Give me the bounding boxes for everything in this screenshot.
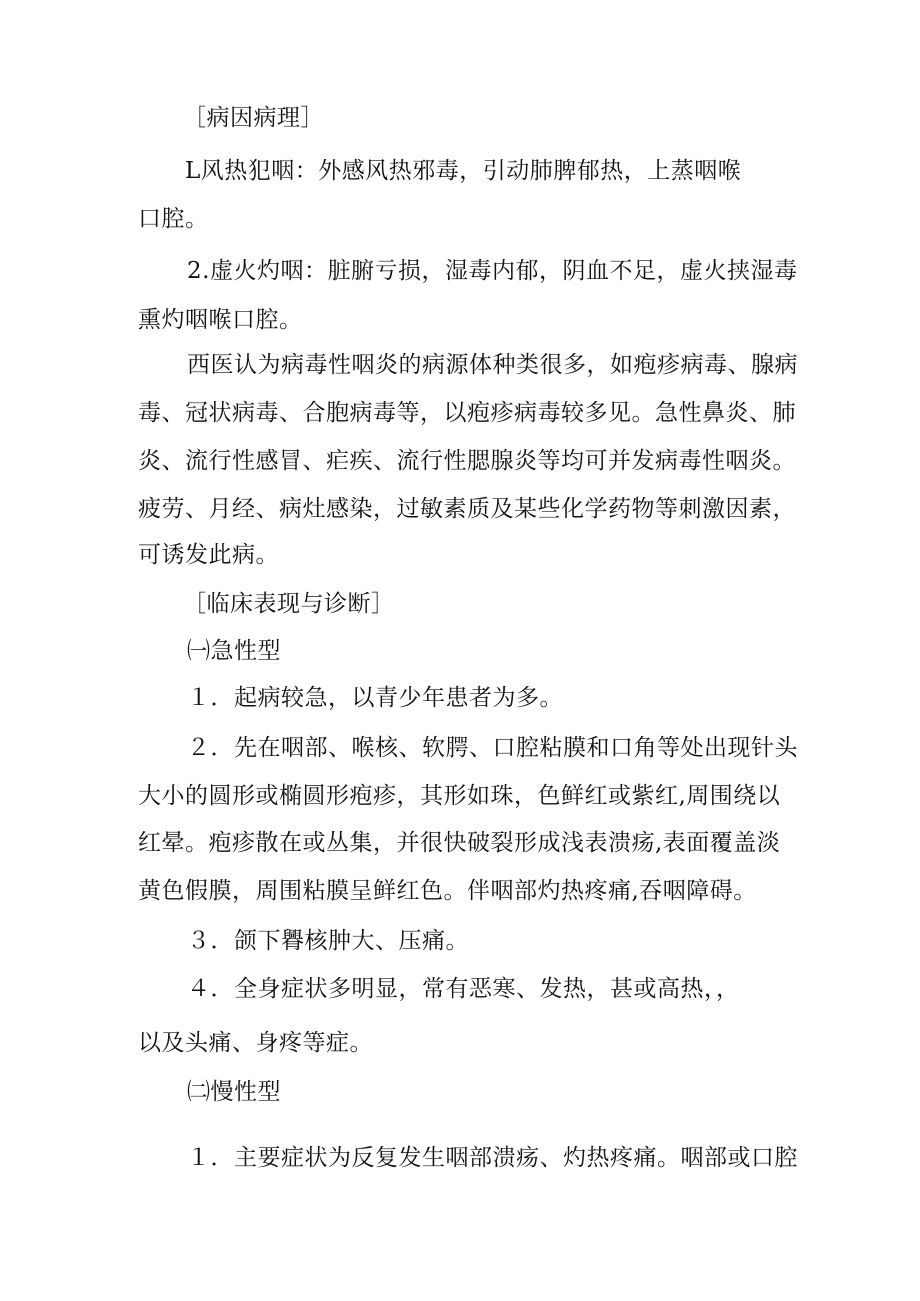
paragraph-line: 疲劳、月经、病灶感染，过敏素质及某些化学药物等刺激因素，	[138, 496, 796, 522]
list-item-line: ２．先在咽部、喉核、软腭、口腔粘膜和口角等处出现针头	[187, 735, 798, 761]
list-item-line: ４．全身症状多明显，常有恶寒、发热，甚或高热，，	[187, 976, 740, 1002]
subsection-title-chronic: ㈡慢性型	[187, 1079, 281, 1105]
paragraph-line: L风热犯咽：外感风热邪毒，引动肺脾郁热，上蒸咽喉	[185, 158, 742, 184]
paragraph-line: 西医认为病毒性咽炎的病源体种类很多，如疱疹病毒、腺病	[187, 352, 798, 378]
list-item-line: 黄色假膜，周围粘膜呈鲜红色。伴咽部灼热疼痛,吞咽障碍。	[138, 878, 757, 904]
list-item-line: １．主要症状为反复发生咽部溃疡、灼热疼痛。咽部或口腔	[187, 1145, 798, 1171]
subsection-title-acute: ㈠急性型	[187, 638, 281, 664]
list-item-line: １．起病较急，以青少年患者为多。	[187, 685, 563, 711]
paragraph-line: 炎、流行性感冒、疟疾、流行性腮腺炎等均可并发病毒性咽炎。	[138, 448, 796, 474]
paragraph-line: 2.虚火灼咽：脏腑亏损，湿毒内郁，阴血不足，虚火挟湿毒	[187, 258, 798, 284]
list-item-line: 大小的圆形或椭圆形疱疹，其形如珠，色鲜红或紫红,周围绕以	[138, 783, 781, 809]
list-item-line: ３．颌下臖核肿大、压痛。	[187, 928, 469, 954]
paragraph-line: 毒、冠状病毒、合胞病毒等，以疱疹病毒较多见。急性鼻炎、肺	[138, 400, 796, 426]
section-heading-etiology: ［病因病理］	[183, 105, 324, 131]
list-item-line: 以及头痛、身疼等症。	[138, 1030, 373, 1056]
list-item-line: 红晕。疱疹散在或丛集，并很快破裂形成浅表溃疡,表面覆盖淡	[138, 830, 781, 856]
paragraph-line: 口腔。	[138, 206, 209, 232]
section-heading-clinical: ［临床表现与诊断］	[183, 591, 395, 617]
paragraph-line: 熏灼咽喉口腔。	[138, 307, 303, 333]
paragraph-line: 可诱发此病。	[138, 542, 279, 568]
